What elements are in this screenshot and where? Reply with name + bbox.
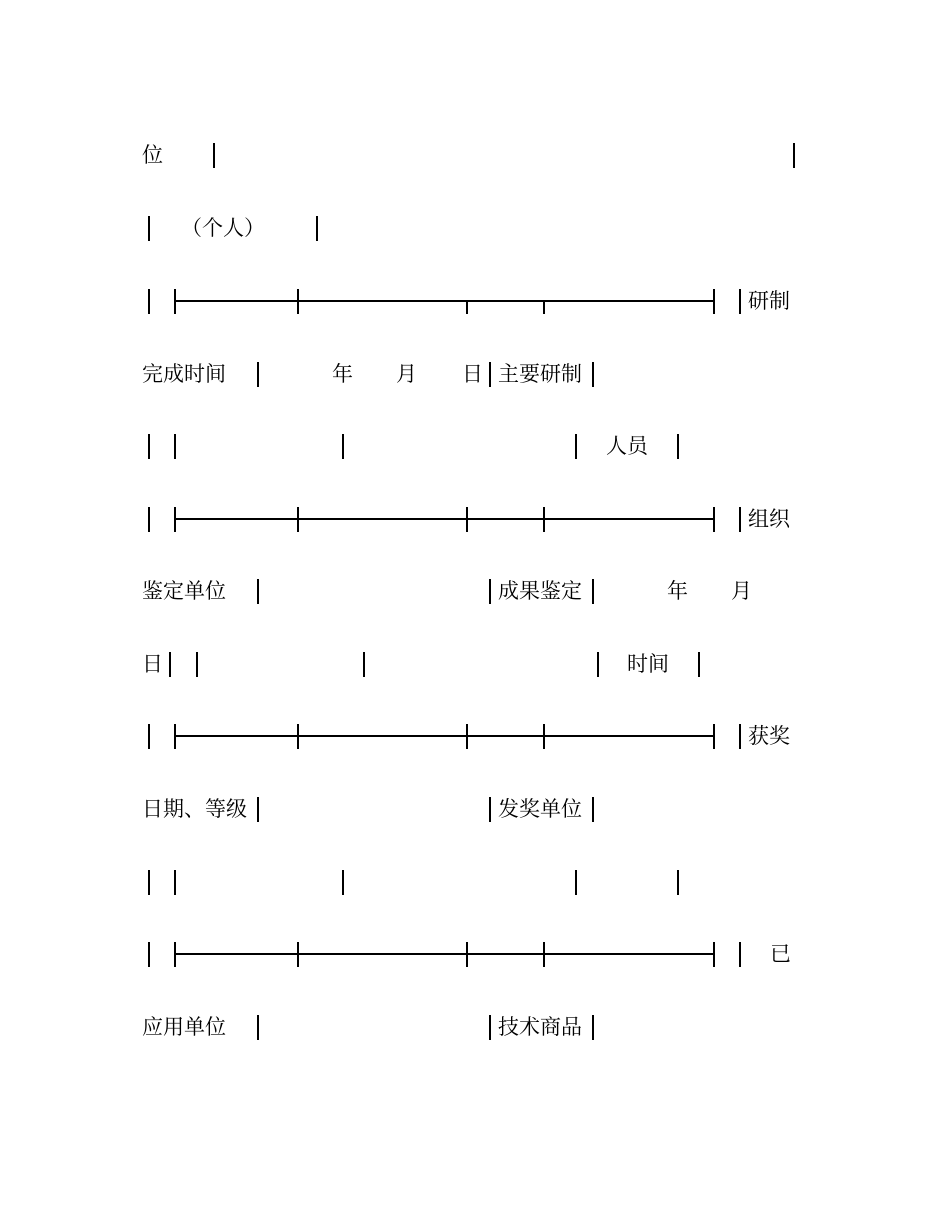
table-rule-tick [543,301,545,314]
table-border [342,434,344,459]
table-border [739,942,741,967]
table-border [575,434,577,459]
table-rule-tick [543,519,545,532]
table-border [489,1015,491,1040]
time-label: 时间 [627,652,669,676]
table-border [213,143,215,168]
table-border [169,652,171,677]
year-label: 年 [332,362,353,386]
table-rule-tick [466,736,468,749]
table-border [174,870,176,895]
year-label: 年 [667,579,688,603]
completion-time-label: 完成时间 [142,362,226,386]
table-border [793,143,795,168]
unit-label-tail: 位 [142,143,163,167]
table-rule-tick [543,954,545,967]
table-rule [175,300,715,302]
personnel-label: 人员 [606,434,648,458]
day-label: 日 [462,362,483,386]
table-rule-tick [297,954,299,967]
technology-goods-label: 技术商品 [498,1015,582,1039]
month-label: 月 [731,579,752,603]
table-border [592,579,594,604]
table-rule-tick [297,301,299,314]
result-appraisal-label: 成果鉴定 [498,579,582,603]
table-border [739,507,741,532]
day-label: 日 [142,652,163,676]
table-border [713,942,715,967]
table-border [489,579,491,604]
table-border [739,724,741,749]
award-label: 获奖 [748,724,790,748]
table-rule [175,518,715,520]
table-border [489,362,491,387]
table-border [148,216,150,241]
table-border [592,797,594,822]
table-border [597,652,599,677]
table-border [713,507,715,532]
main-developers-label: 主要研制 [498,362,582,386]
table-border [148,507,150,532]
table-rule-tick [466,301,468,314]
date-grade-label: 日期、等级 [142,797,247,821]
table-border [257,579,259,604]
table-border [739,289,741,314]
table-border [713,724,715,749]
appraisal-unit-label: 鉴定单位 [142,579,226,603]
table-border [363,652,365,677]
already-label: 已 [770,942,791,966]
table-border [489,797,491,822]
table-border [342,870,344,895]
month-label: 月 [396,362,417,386]
table-border [148,434,150,459]
table-border [148,942,150,967]
table-border [677,870,679,895]
table-rule-tick [297,519,299,532]
table-border [148,724,150,749]
table-rule-tick [297,736,299,749]
table-border [257,797,259,822]
table-border [698,652,700,677]
table-border [677,434,679,459]
application-unit-label: 应用单位 [142,1015,226,1039]
table-border [592,362,594,387]
table-border [592,1015,594,1040]
table-border [148,870,150,895]
development-label: 研制 [748,289,790,313]
table-border [196,652,198,677]
table-border [148,289,150,314]
awarding-unit-label: 发奖单位 [498,797,582,821]
table-border [316,216,318,241]
table-rule-tick [466,954,468,967]
table-border [713,289,715,314]
individual-label: （个人） [181,216,265,240]
table-rule-tick [543,736,545,749]
table-rule [175,953,715,955]
organize-label: 组织 [748,507,790,531]
table-border [174,434,176,459]
table-border [257,362,259,387]
table-rule [175,735,715,737]
table-border [575,870,577,895]
table-rule-tick [466,519,468,532]
table-border [257,1015,259,1040]
